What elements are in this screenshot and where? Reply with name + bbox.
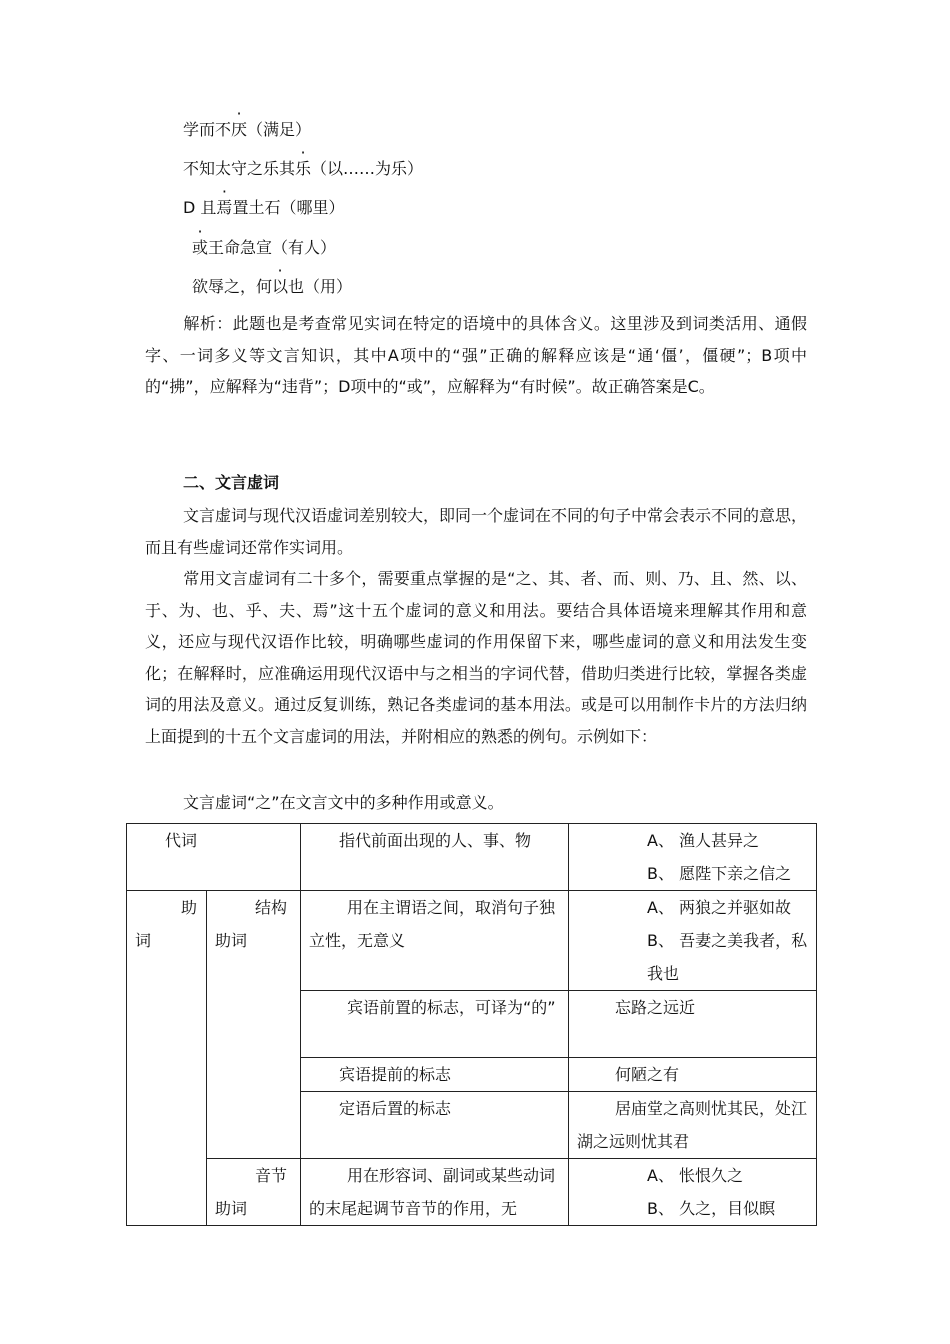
dotted-char: 以 (272, 277, 289, 296)
example: 何陋之有 (615, 1065, 680, 1084)
text-segment: 学而不 (183, 120, 232, 139)
table-cell (127, 891, 207, 1226)
example-a: A、 怅恨久之 (647, 1166, 744, 1185)
option-line-4 (192, 238, 336, 258)
jiegou-second: 助词 (215, 931, 248, 950)
table-row (127, 891, 817, 991)
dotted-char: 厌 (231, 120, 248, 139)
text-segment: （满足） (247, 120, 312, 139)
example: 居庙堂之高则忧其民，处江湖之远则忧其君 (577, 1099, 808, 1151)
option-line-5 (192, 277, 352, 297)
table-cell (301, 824, 569, 891)
text-segment: 也（用） (288, 277, 353, 296)
zhuci-second: 词 (135, 931, 152, 950)
method-paragraph (145, 563, 807, 752)
table-cell (127, 824, 301, 891)
table-row (127, 824, 817, 891)
intro-paragraph (145, 500, 807, 563)
text-segment: D 且 (183, 198, 217, 217)
table-cell (301, 1092, 569, 1159)
table-cell (569, 891, 817, 991)
section-title: 二、文言虚词 (183, 473, 280, 492)
table-cell (569, 1159, 817, 1226)
example-a: A、 两狼之并驱如故 (647, 898, 792, 917)
table-cell (569, 1058, 817, 1092)
example-b: B、 吾妻之美我者，私我也 (647, 931, 808, 983)
option-line-3 (183, 198, 344, 218)
zhuci-first: 助 (181, 898, 198, 917)
example: 忘路之远近 (615, 998, 696, 1017)
analysis-text: 解析：此题也是考查常见实词在特定的语境中的具体含义。这里涉及到词类活用、通假字、一词多义等文言知识，其中A项中的“强”正确的解释应该是“通‘僵’，僵硬”；B项中的“拂”，应解释为“违背”；D项中的“或”，应解释为“有时候”。故正确答案是C。 (145, 314, 807, 396)
usage-description: 定语后置的标志 (339, 1099, 452, 1118)
yinjie-second: 助词 (215, 1199, 248, 1218)
usage-description: 用在主谓语之间，取消句子独立性，无意义 (309, 898, 556, 950)
table-cell (569, 1092, 817, 1159)
option-line-2 (183, 159, 423, 179)
dotted-char: 或 (192, 238, 209, 257)
usage-description: 宾语提前的标志 (339, 1065, 452, 1084)
table-cell (569, 824, 817, 891)
example-b: B、 愿陛下亲之信之 (647, 864, 792, 883)
option-line-1 (183, 120, 311, 140)
zhi-usage-table (126, 823, 817, 1226)
yinjie-first: 音节 (255, 1166, 288, 1185)
example-b: B、 久之，目似瞑 (647, 1199, 776, 1218)
intro-text: 文言虚词与现代汉语虚词差别较大，即同一个虚词在不同的句子中常会表示不同的意思，而且有些虚词还常作实词用。 (145, 506, 808, 557)
text-segment: 王命急宣（有人） (208, 238, 337, 257)
table-cell (301, 1159, 569, 1226)
table-cell (207, 891, 301, 1159)
analysis-paragraph (145, 308, 807, 403)
usage-description: 宾语前置的标志，可译为“的” (347, 998, 556, 1017)
text-segment: 置土石（哪里） (232, 198, 345, 217)
method-text: 常用文言虚词有二十多个，需要重点掌握的是“之、其、者、而、则、乃、且、然、以、于、为、也、乎、夫、焉”这十五个虚词的意义和用法。要结合具体语境来理解其作用和意义，还应与现代汉语作比较，明确哪些虚词的作用保留下来，哪些虚词的意义和用法发生变化；在解释时，应准确运用现代汉语中与之相当的字词代替，借助归类进行比较，掌握各类虚词的用法及意义。通过反复训练，熟记各类虚词的基本用法。或是可以用制作卡片的方法归纳上面提到的十五个文言虚词的用法，并附相应的熟悉的例句。示例如下： (145, 569, 807, 746)
table-cell (301, 1058, 569, 1092)
table-caption: 文言虚词“之”在文言文中的多种作用或意义。 (183, 793, 504, 812)
dotted-char: 乐 (295, 159, 312, 178)
dotted-char: 焉 (216, 198, 233, 217)
table-cell (569, 991, 817, 1058)
category-label: 代词 (165, 831, 198, 850)
text-segment: （以……为乐） (311, 159, 424, 178)
table-cell (301, 891, 569, 991)
table-row (127, 1159, 817, 1226)
table-cell (207, 1159, 301, 1226)
example-a: A、 渔人甚异之 (647, 831, 760, 850)
usage-description: 用在形容词、副词或某些动词的末尾起调节音节的作用，无 (309, 1166, 556, 1218)
jiegou-first: 结构 (255, 898, 288, 917)
table-cell (301, 991, 569, 1058)
text-segment: 欲辱之，何 (192, 277, 273, 296)
text-segment: 不知太守之乐其 (183, 159, 296, 178)
usage-description: 指代前面出现的人、事、物 (339, 831, 532, 850)
